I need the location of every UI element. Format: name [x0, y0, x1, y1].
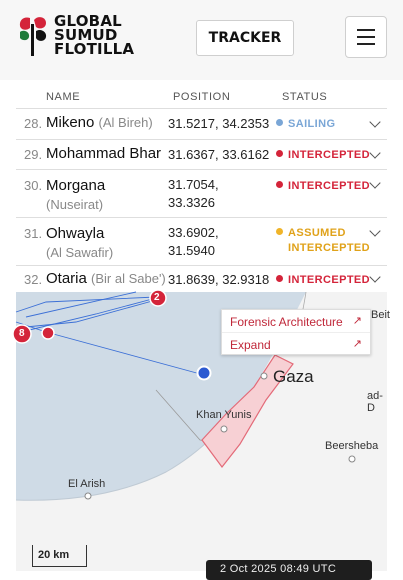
- vessel-position: 31.8639, 32.9318: [168, 272, 270, 287]
- map-label-beit: Beit: [371, 309, 390, 321]
- tracker-button[interactable]: TRACKER: [196, 20, 294, 56]
- vessel-name: [46, 145, 161, 162]
- table-row[interactable]: [16, 265, 387, 292]
- vessel-name: [46, 176, 105, 214]
- status-badge: [276, 117, 335, 132]
- status-badge: [276, 179, 370, 194]
- map-label-gaza: Gaza: [273, 367, 314, 386]
- vessel-subname: (Al Bireh): [98, 115, 153, 130]
- table-row[interactable]: [16, 169, 387, 217]
- popup-item-label: Expand: [230, 338, 271, 352]
- vessel-table: [16, 80, 387, 292]
- chevron-down-icon[interactable]: [369, 116, 380, 127]
- vessel-name: [46, 114, 153, 131]
- table-row[interactable]: [16, 108, 387, 139]
- status-dot: [276, 275, 283, 282]
- map-label-el-arish: El Arish: [68, 478, 106, 490]
- vessel-position-lat: 31.7054,: [168, 177, 219, 192]
- expand-link[interactable]: [222, 332, 370, 354]
- status-text: INTERCEPTED: [288, 274, 371, 286]
- status-text: INTERCEPTED: [288, 180, 371, 192]
- vessel-position: 31.6367, 33.6162: [168, 147, 270, 162]
- chevron-down-icon[interactable]: [369, 271, 380, 282]
- chevron-down-icon[interactable]: [369, 225, 380, 236]
- status-text: INTERCEPTED: [288, 149, 371, 161]
- external-link-icon: ↗: [352, 315, 362, 327]
- vessel-subname: (Bir al Sabe'): [91, 271, 166, 286]
- vessel-position-lat: 33.6902,: [168, 225, 219, 240]
- vessel-name-text: Ohwayla: [46, 225, 105, 242]
- table-row[interactable]: [16, 139, 387, 169]
- status-dot: [276, 181, 283, 188]
- vessel-position-lon: 31.5940: [168, 243, 215, 258]
- map-label-beersheba: Beersheba: [325, 440, 379, 452]
- map-marker-label[interactable]: 2: [154, 292, 160, 303]
- status-dot: [276, 228, 283, 235]
- chevron-down-icon[interactable]: [369, 147, 380, 158]
- map-scale: 20 km: [32, 545, 87, 567]
- vessel-name: [46, 270, 166, 287]
- map-label-ad: ad-D: [367, 390, 383, 414]
- status-text: ASSUMED: [288, 227, 346, 239]
- expand-icon: ↗: [352, 338, 362, 350]
- table-row[interactable]: [16, 217, 387, 265]
- vessel-name-text: Otaria: [46, 270, 87, 287]
- table-header: [16, 80, 387, 108]
- row-number: 32.: [24, 272, 43, 287]
- map-label-khan-yunis: Khan Yunis: [196, 409, 252, 421]
- forensic-architecture-link[interactable]: [222, 310, 370, 332]
- vessel-name-text: Mikeno: [46, 114, 95, 131]
- status-dot: [276, 119, 283, 126]
- vessel-position: [168, 224, 219, 260]
- row-number: 29.: [24, 147, 43, 162]
- status-badge: [276, 148, 370, 163]
- vessel-position-lon: 33.3326: [168, 195, 215, 210]
- column-header-position: POSITION: [173, 91, 231, 103]
- logo-line-2: SUMUD: [54, 26, 118, 44]
- row-number: 31.: [24, 226, 43, 241]
- column-header-name: NAME: [46, 91, 81, 103]
- logo-text: [54, 14, 134, 56]
- vessel-position: 31.5217, 34.2353: [168, 116, 270, 131]
- logo-mark-icon: [16, 14, 50, 58]
- status-badge: [276, 273, 370, 288]
- logo-line-1: GLOBAL: [54, 12, 122, 30]
- status-text: SAILING: [288, 118, 336, 130]
- status-badge: [276, 226, 370, 256]
- row-number: 28.: [24, 116, 43, 131]
- vessel-position: [168, 176, 219, 212]
- status-dot: [276, 150, 283, 157]
- status-text-line2: INTERCEPTED: [288, 242, 371, 254]
- vessel-name: [46, 224, 113, 262]
- site-header: [0, 0, 403, 80]
- vessel-subname: (Al Sawafir): [46, 245, 114, 260]
- vessel-name-text: Morgana: [46, 177, 106, 194]
- menu-button[interactable]: [345, 16, 387, 58]
- popup-item-label: Forensic Architecture: [230, 315, 343, 329]
- hamburger-icon: [357, 29, 375, 31]
- map-marker-label[interactable]: 8: [19, 328, 25, 339]
- vessel-name-text: Mohammad Bhar: [46, 145, 162, 162]
- column-header-status: STATUS: [282, 91, 328, 103]
- logo-line-3: FLOTILLA: [54, 40, 135, 58]
- layer-popup: [221, 309, 371, 355]
- logo[interactable]: [16, 14, 134, 58]
- timestamp-badge: 2 Oct 2025 08:49 UTC: [206, 560, 372, 580]
- vessel-subname: (Nuseirat): [46, 197, 104, 212]
- chevron-down-icon[interactable]: [369, 177, 380, 188]
- map-view[interactable]: [16, 292, 390, 575]
- row-number: 30.: [24, 178, 43, 193]
